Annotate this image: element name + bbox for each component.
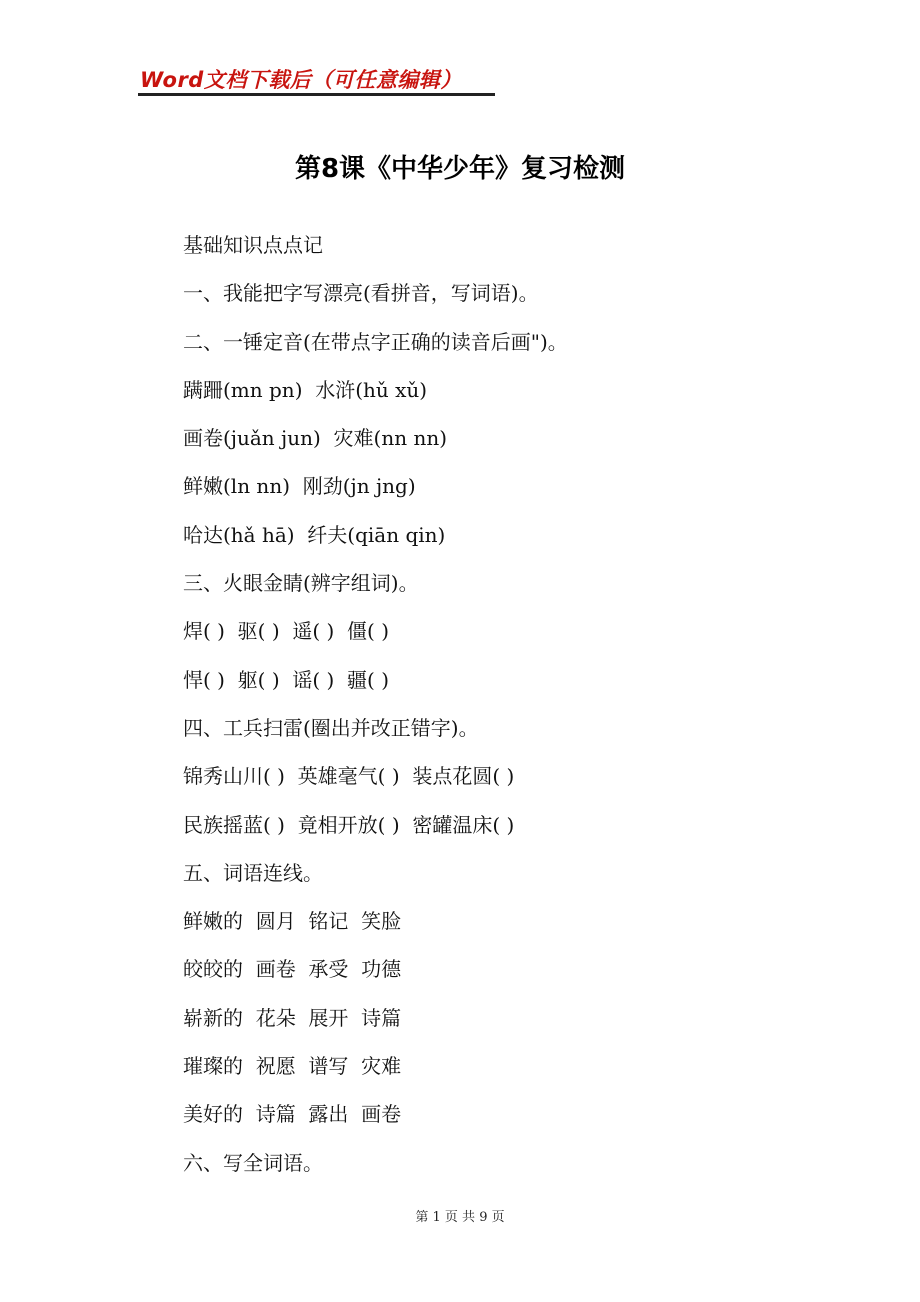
download-banner: Word文档下载后（可任意编辑） [140,68,462,92]
pinyin-item-row-2: 画卷(juǎn jun) 灾难(nn nn) [183,426,448,451]
word-group-row-2: 悍( ) 躯( ) 谣( ) 疆( ) [183,667,389,692]
question-4: 四、工兵扫雷(圈出并改正错字)。 [183,715,479,740]
banner-underline [138,93,495,96]
question-5: 五、词语连线。 [183,860,323,885]
pinyin-item-row-1: 蹒跚(mn pn) 水浒(hǔ xǔ) [183,377,428,402]
question-2: 二、一锤定音(在带点字正确的读音后画")。 [183,329,568,354]
question-6: 六、写全词语。 [183,1150,323,1175]
matching-row-5: 美好的 诗篇 露出 画卷 [183,1102,402,1127]
matching-row-1: 鲜嫩的 圆月 铭记 笑脸 [183,909,402,934]
question-3: 三、火眼金睛(辨字组词)。 [183,571,419,596]
document-body [183,229,863,1195]
pinyin-item-row-4: 哈达(hǎ hā) 纤夫(qiān qin) [183,522,446,547]
question-1: 一、我能把字写漂亮(看拼音，写词语)。 [183,281,539,306]
page-title: 第8课《中华少年》复习检测 [294,154,626,184]
matching-row-2: 皎皎的 画卷 承受 功德 [183,957,402,982]
page-footer: 第 1 页 共 9 页 [415,1210,505,1225]
typo-row-1: 锦秀山川( ) 英雄毫气( ) 装点花圆( ) [183,764,515,789]
typo-row-2: 民族摇蓝( ) 竟相开放( ) 密罐温床( ) [183,812,515,837]
matching-row-3: 崭新的 花朵 展开 诗篇 [183,1005,402,1030]
word-group-row-1: 焊( ) 驱( ) 遥( ) 僵( ) [183,619,389,644]
pinyin-item-row-3: 鲜嫩(ln nn) 刚劲(jn jng) [183,474,416,499]
section-heading-basics: 基础知识点点记 [183,233,323,257]
matching-row-4: 璀璨的 祝愿 谱写 灾难 [183,1054,402,1079]
